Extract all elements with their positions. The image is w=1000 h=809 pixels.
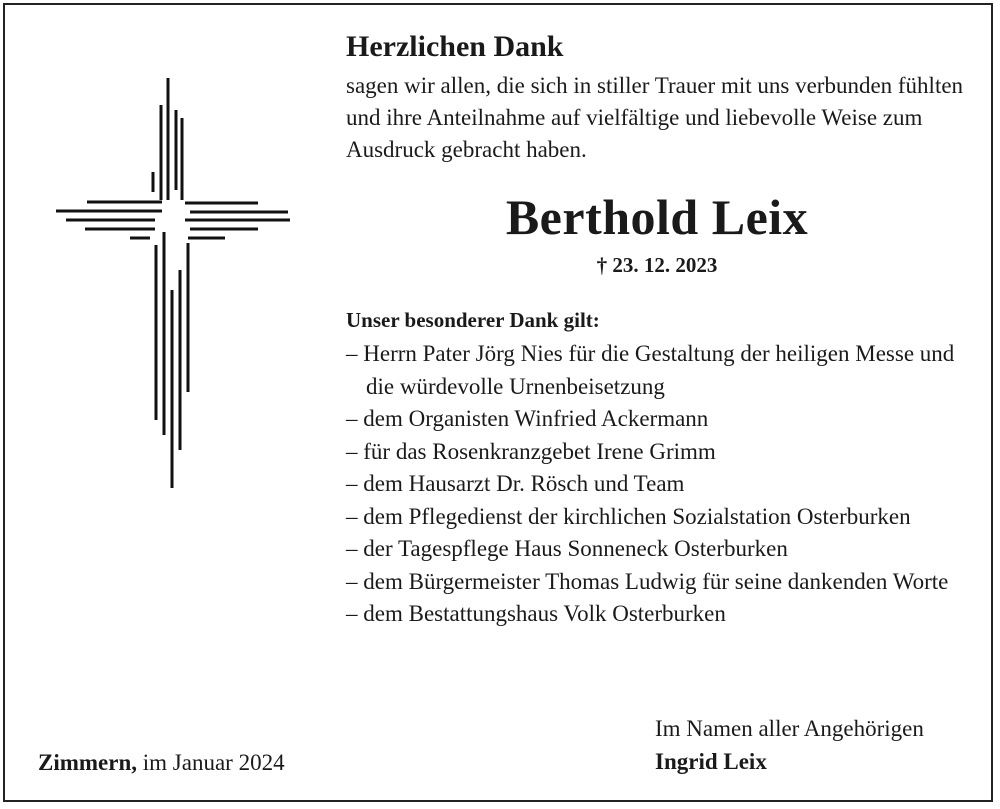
deceased-name: Berthold Leix [505, 189, 809, 245]
list-item: – Herrn Pater Jörg Nies für die Gestaltung der heiligen Messe und die würdevolle Urnenbeisetzung [346, 341, 955, 399]
list-item: – für das Rosenkranzgebet Irene Grimm [346, 438, 716, 464]
cross-icon [0, 0, 300, 500]
list-item: – dem Pflegedienst der kirchlichen Sozialstation Osterburken [346, 503, 911, 529]
place: Zimmern, [38, 750, 138, 775]
date-text: im Januar 2024 [142, 750, 285, 775]
list-item: – dem Bestattungshaus Volk Osterburken [346, 601, 726, 626]
list-item: – dem Bürgermeister Thomas Ludwig für seine dankenden Worte [346, 568, 949, 594]
on-behalf-line: Im Namen aller Angehörigen [655, 716, 924, 741]
intro-text: sagen wir allen, die sich in stiller Trauer mit uns verbunden fühlten und ihre Anteilnahme auf vielfältige und liebevolle Weise zum Ausdruck gebracht haben. [346, 73, 964, 162]
thanks-heading: Unser besonderer Dank gilt: [346, 308, 600, 332]
thanks-list [346, 338, 986, 631]
place-date [38, 750, 285, 776]
signer-name: Ingrid Leix [655, 749, 767, 774]
list-item: – dem Organisten Winfried Ackermann [346, 406, 709, 431]
list-item: – dem Hausarzt Dr. Rösch und Team [346, 471, 685, 496]
death-date: † 23. 12. 2023 [596, 253, 718, 277]
list-item: – der Tagespflege Haus Sonneneck Osterburken [346, 536, 788, 561]
heading: Herzlichen Dank [346, 30, 564, 63]
